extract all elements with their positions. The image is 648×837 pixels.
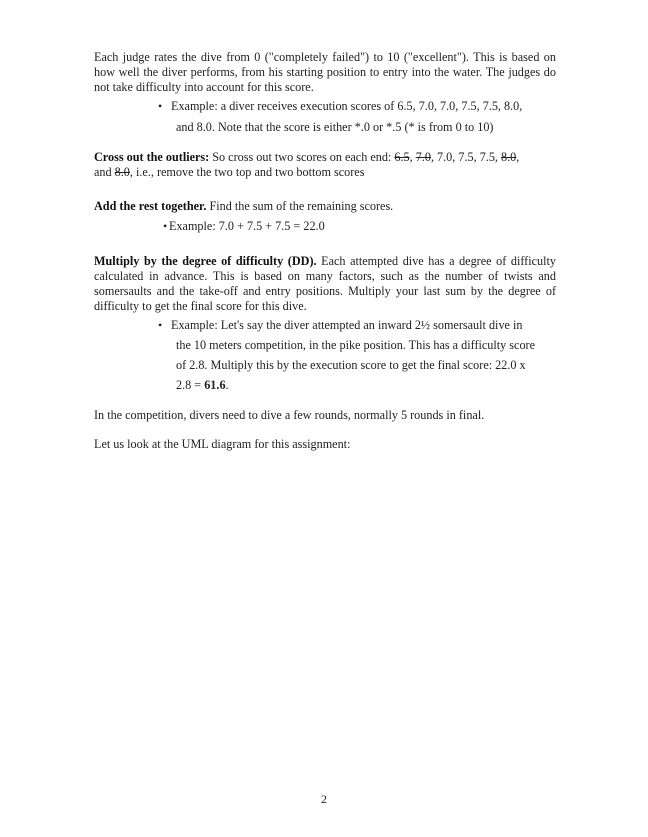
judge-rating-paragraph xyxy=(94,50,556,95)
add-rest-paragraph xyxy=(94,199,556,214)
final-score-value: 61.6 xyxy=(204,378,226,392)
outliers-paragraph xyxy=(94,150,556,182)
outliers-text: So cross out two scores on each end: xyxy=(209,150,395,164)
judge-rating-text: Each judge rates the dive from 0 ("completely failed") to 10 ("excellent"). This is based on how well the diver performs, from his starting position to entry into the water. The judges do not take difficulty into account for this score. xyxy=(94,50,556,94)
struck-score: 6.5 xyxy=(394,150,410,164)
bullet-dot: • xyxy=(158,318,163,332)
bullet-line: Example: Let's say the diver attempted an inward 2½ somersault dive in xyxy=(171,318,523,332)
bullet-line xyxy=(176,378,229,393)
struck-score: 8.0 xyxy=(501,150,517,164)
separator: , xyxy=(516,150,520,164)
competition-rounds-paragraph xyxy=(94,408,556,423)
final-score-text: 2.8 = xyxy=(176,378,205,392)
bullet-dot: • xyxy=(158,99,163,113)
competition-rounds-text: In the competition, divers need to dive a few rounds, normally 5 rounds in final. xyxy=(94,408,485,422)
separator: , xyxy=(409,150,416,164)
outliers-text: , i.e., remove the two top and two bottom scores xyxy=(129,165,365,179)
bullet-line: of 2.8. Multiply this by the execution score to get the final score: 22.0 x xyxy=(176,358,526,372)
uml-intro-paragraph xyxy=(94,437,556,452)
bullet-line: the 10 meters competition, in the pike position. This has a difficulty score xyxy=(176,338,536,352)
bullet-line: Example: a diver receives execution scores of 6.5, 7.0, 7.0, 7.5, 7.5, 8.0, xyxy=(171,99,523,113)
uml-intro-text: Let us look at the UML diagram for this assignment: xyxy=(94,437,351,451)
struck-score: 8.0 xyxy=(114,165,130,179)
difficulty-text: Each attempted dive has a degree of difficulty calculated in advance. This is based on many factors, such as the number of twists and somersaults and the take-off and entry positions. Multiply your last sum by the degree of difficulty to get the final score for this dive. xyxy=(94,254,556,313)
bullet-dot: • xyxy=(163,219,168,233)
outliers-text: and xyxy=(94,165,115,179)
add-rest-text: Find the sum of the remaining scores. xyxy=(206,199,394,213)
page-number: 2 xyxy=(321,792,327,806)
bullet-line: and 8.0. Note that the score is either *.0 or *.5 (* is from 0 to 10) xyxy=(176,120,494,134)
final-score-text: . xyxy=(225,378,229,392)
bullet-line: Example: 7.0 + 7.5 + 7.5 = 22.0 xyxy=(169,219,325,233)
difficulty-heading: Multiply by the degree of difficulty (DD). xyxy=(94,254,317,268)
add-rest-heading: Add the rest together. xyxy=(94,199,207,213)
difficulty-paragraph xyxy=(94,254,556,314)
outliers-heading: Cross out the outliers: xyxy=(94,150,210,164)
outliers-text: , 7.0, 7.5, 7.5, xyxy=(430,150,502,164)
struck-score: 7.0 xyxy=(415,150,431,164)
